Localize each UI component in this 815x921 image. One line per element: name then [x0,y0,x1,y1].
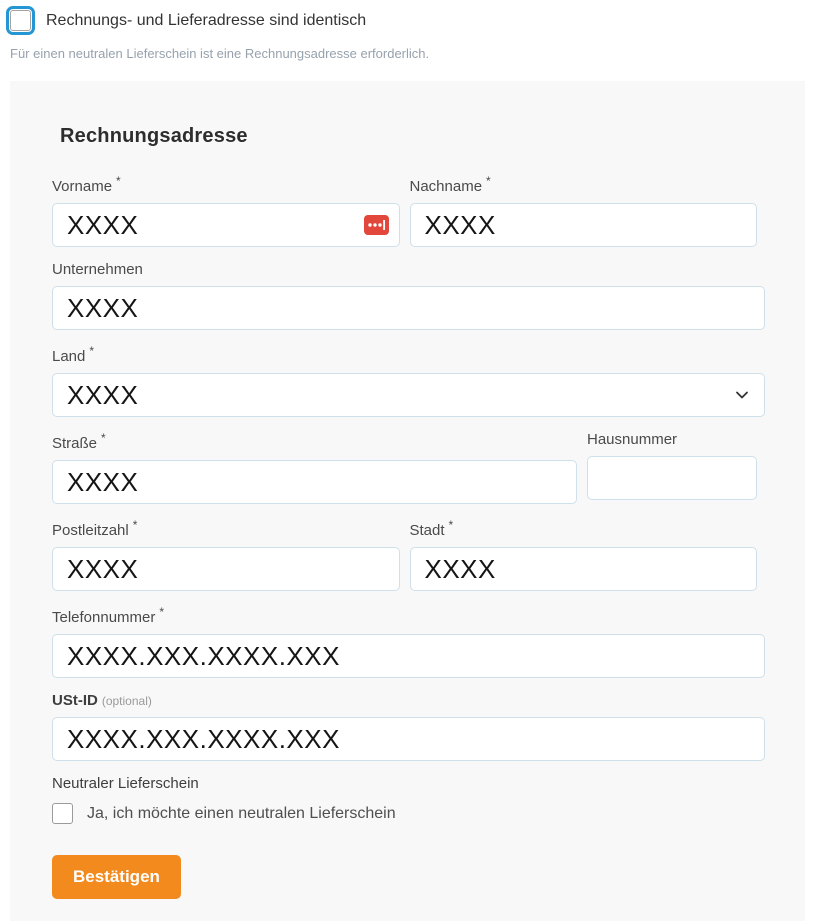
required-asterisk: * [159,605,165,619]
company-row [52,261,765,330]
ustid-label: USt-ID (optional) [52,692,152,709]
zip-city-row [52,518,765,591]
vorname-input[interactable] [52,203,400,247]
required-asterisk: * [448,518,454,532]
identical-address-row [0,0,815,35]
unternehmen-input[interactable] [52,286,765,330]
land-label: Land * [52,344,95,365]
required-asterisk: * [89,344,95,358]
ustid-input[interactable] [52,717,765,761]
neutral-delivery-section [52,775,765,824]
neutral-delivery-label: Neutraler Lieferschein [52,775,199,792]
billing-address-card [10,81,805,921]
unternehmen-label: Unternehmen [52,261,143,278]
billing-address-title: Rechnungsadresse [60,125,248,147]
telefonnummer-input[interactable] [52,634,765,678]
required-asterisk: * [101,431,106,445]
neutral-delivery-checkbox-label: Ja, ich möchte einen neutralen Lieferschein [87,804,396,822]
nachname-input[interactable] [410,203,758,247]
nachname-label: Nachname * [409,174,491,195]
postleitzahl-input[interactable] [52,547,400,591]
strasse-input[interactable] [52,460,577,504]
postleitzahl-label: Postleitzahl * [52,518,138,539]
neutral-delivery-helper-text: Für einen neutralen Lieferschein ist eine Rechnungsadresse erforderlich. [10,46,430,61]
land-select[interactable] [52,373,765,417]
name-row [52,174,765,247]
optional-hint: (optional) [101,694,152,708]
confirm-button[interactable]: Bestätigen [52,855,181,899]
stadt-label: Stadt * [409,518,454,539]
hausnummer-input[interactable] [587,456,757,500]
phone-row [52,605,765,678]
required-asterisk: * [132,518,138,532]
vorname-label: Vorname * [52,174,121,195]
required-asterisk: * [486,174,491,188]
neutral-delivery-checkbox[interactable] [52,803,73,824]
identical-address-checkbox[interactable] [10,10,31,31]
identical-address-label: Rechnungs- und Lieferadresse sind identisch [46,11,367,29]
hausnummer-label: Hausnummer [587,431,678,448]
country-row [52,344,765,417]
password-manager-icon[interactable] [364,215,389,235]
required-asterisk: * [116,174,121,188]
telefonnummer-label: Telefonnummer * [52,605,165,626]
vatid-row [52,692,765,761]
land-selected-value: XXXX [67,379,139,410]
stadt-input[interactable] [410,547,758,591]
strasse-label: Straße * [52,431,106,452]
chevron-down-icon [734,387,750,403]
street-row [52,431,765,504]
